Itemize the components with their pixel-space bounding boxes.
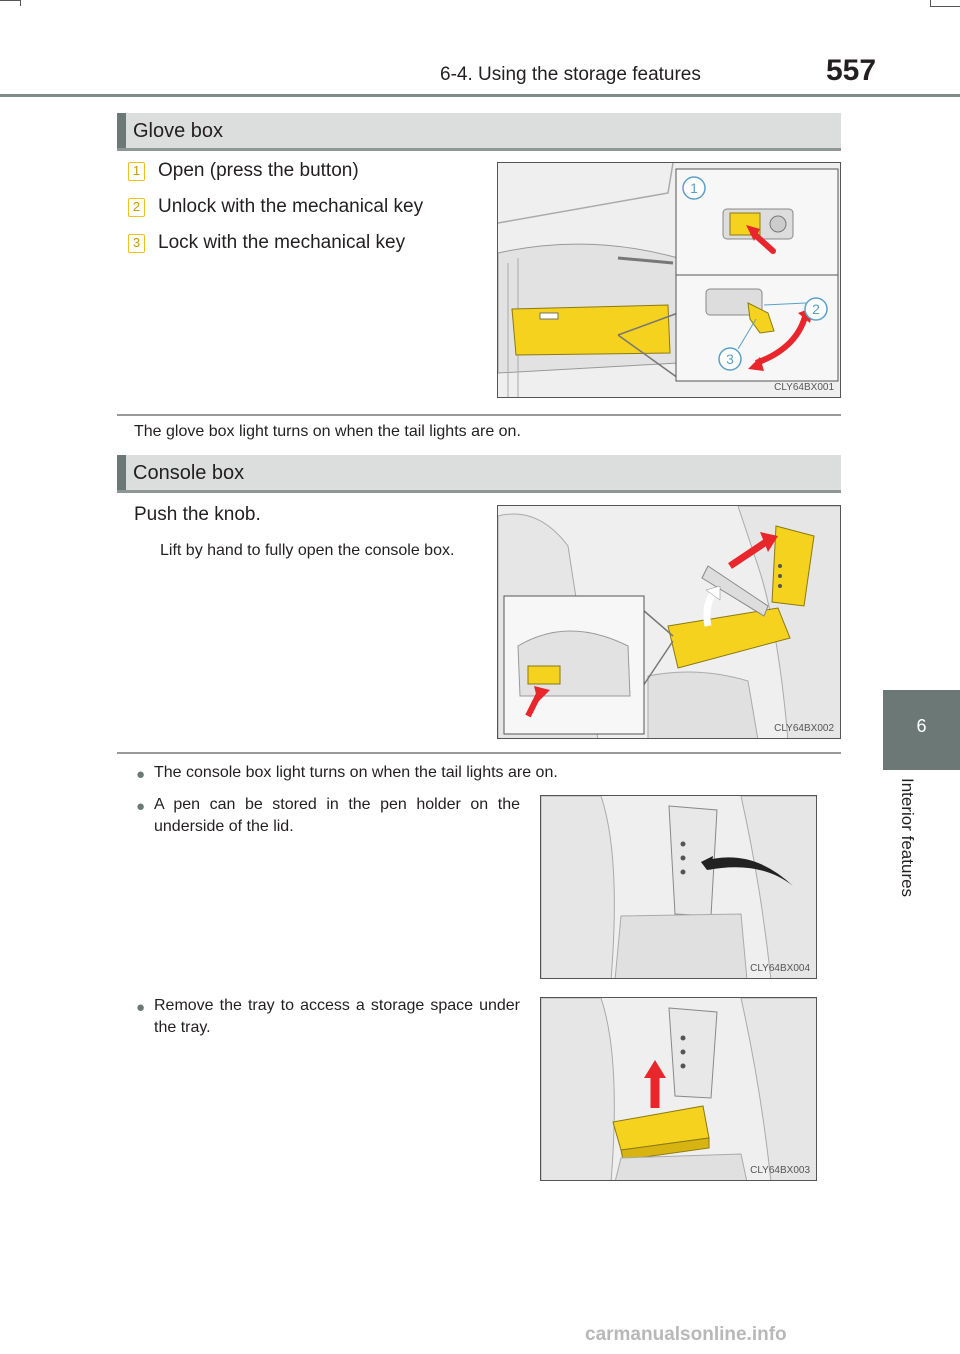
crop-mark	[20, 0, 21, 6]
console-box-illustration	[497, 505, 841, 739]
console-box-title: Console box	[133, 462, 245, 484]
svg-text:3: 3	[726, 351, 734, 367]
watermark: carmanualsonline.info	[585, 1324, 787, 1345]
console-note-tray: Remove the tray to access a storage space under the tray.	[154, 997, 520, 1036]
step-badge-1: 1	[128, 162, 145, 181]
page-number: 557	[826, 54, 877, 87]
bullet-icon: ●	[136, 766, 146, 783]
console-box-sub-instruction: Lift by hand to fully open the console box.	[160, 542, 455, 559]
chapter-label: Interior features	[898, 778, 917, 898]
glove-box-drawing	[498, 163, 841, 398]
section-header-title: 6-4. Using the storage features	[440, 64, 701, 85]
divider	[117, 414, 841, 416]
bullet-icon: ●	[136, 798, 146, 815]
chapter-tab[interactable]	[883, 690, 960, 770]
step-badge-2: 2	[128, 198, 145, 217]
header-rule	[0, 94, 960, 97]
pen-holder-drawing	[541, 796, 817, 979]
console-box-instruction: Push the knob.	[134, 504, 261, 525]
heading-accent	[117, 455, 126, 490]
bullet-icon: ●	[136, 999, 146, 1016]
console-box-section-heading	[117, 455, 841, 493]
tray-illustration	[540, 997, 817, 1181]
svg-text:2: 2	[812, 301, 820, 317]
figure-code: CLY64BX002	[774, 723, 834, 734]
chapter-number: 6	[916, 716, 927, 736]
step-text-3: Lock with the mechanical key	[158, 232, 406, 253]
crop-mark	[930, 6, 960, 7]
step-text-1: Open (press the button)	[158, 160, 359, 181]
console-note-light: The console box light turns on when the tail lights are on.	[154, 764, 558, 781]
tray-drawing	[541, 998, 817, 1181]
figure-code: CLY64BX003	[750, 1165, 810, 1176]
glove-box-title: Glove box	[133, 120, 224, 142]
glove-box-illustration	[497, 162, 841, 398]
heading-accent	[117, 113, 126, 148]
crop-mark	[0, 0, 20, 1]
console-note-pen-holder: A pen can be stored in the pen holder on the underside of the lid.	[154, 796, 520, 835]
svg-text:1: 1	[690, 180, 698, 196]
figure-code: CLY64BX001	[774, 382, 834, 393]
step-badge-3: 3	[128, 234, 145, 253]
console-box-drawing	[498, 506, 841, 739]
pen-holder-illustration	[540, 795, 817, 979]
step-text-2: Unlock with the mechanical key	[158, 196, 424, 217]
glove-box-section-heading	[117, 113, 841, 151]
divider	[117, 752, 841, 754]
figure-code: CLY64BX004	[750, 963, 810, 974]
glove-box-note: The glove box light turns on when the tail lights are on.	[134, 423, 521, 440]
